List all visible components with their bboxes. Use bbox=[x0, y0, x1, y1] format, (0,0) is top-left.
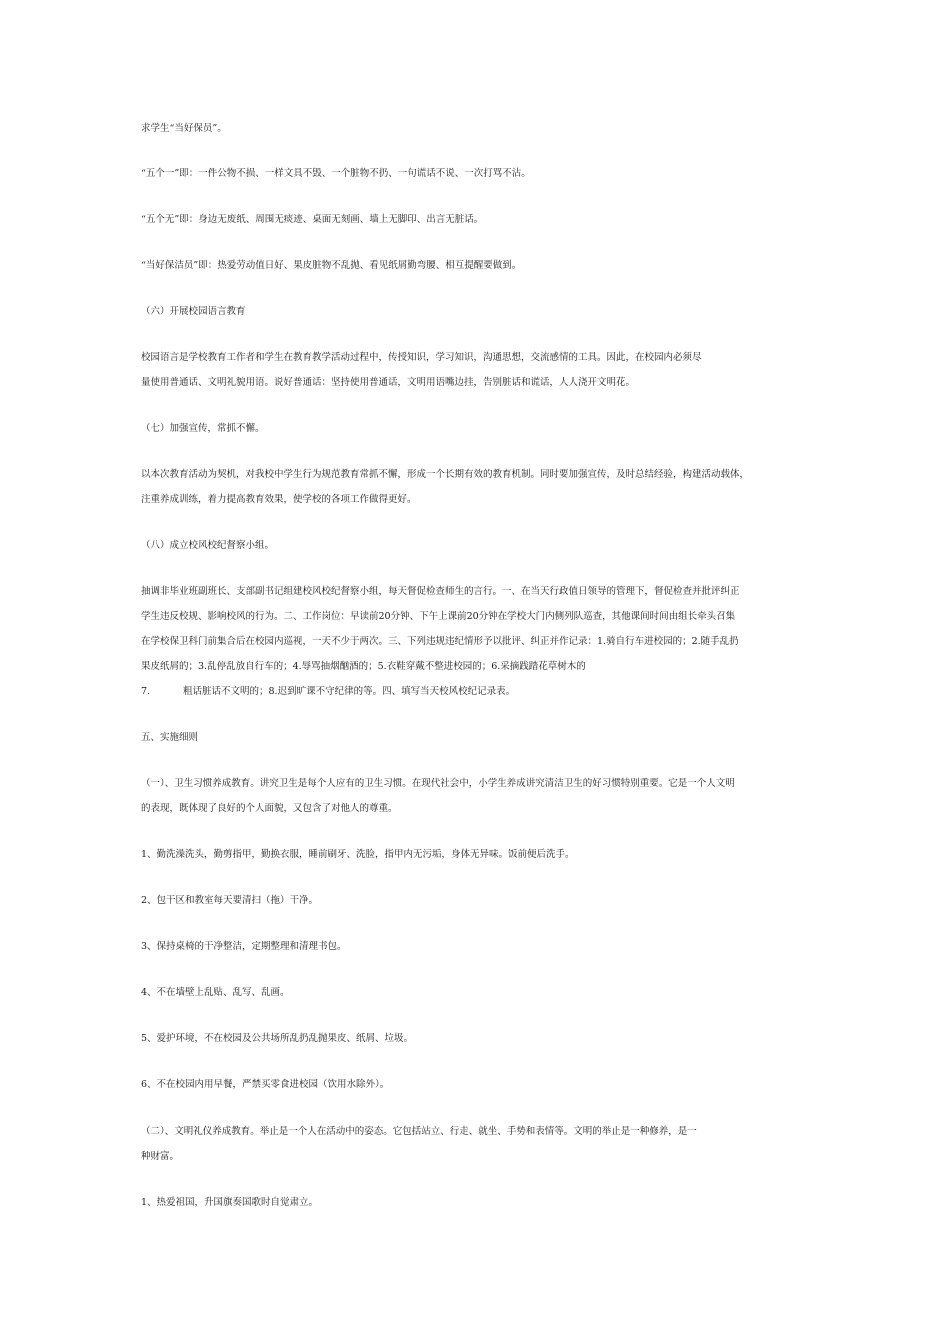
numbered-line bbox=[141, 685, 831, 699]
list-item: 6、不在校园内用早餐，严禁买零食进校园（饮用水除外）。 bbox=[141, 1079, 390, 1090]
item-number: 7. bbox=[141, 686, 151, 697]
list-item: 4、不在墙壁上乱贴、乱写、乱画。 bbox=[141, 987, 290, 998]
section-heading: （六）开展校园语言教育 bbox=[141, 306, 246, 317]
text-line: 校园语言是学校教育工作者和学生在教育教学活动过程中，传授知识，学习知识，沟通思想，交流感情的工具。因此，在校园内必须尽 bbox=[141, 352, 702, 363]
list-item: 3、保持桌椅的干净整洁，定期整理和清理书包。 bbox=[141, 941, 347, 952]
text-line: “五个无”即：身边无废纸、周围无痰迹、桌面无刻画、墙上无脚印、出言无脏话。 bbox=[141, 214, 484, 225]
section-heading: 五、实施细则 bbox=[141, 732, 199, 743]
text-line: 求学生“当好保员”。 bbox=[141, 123, 227, 134]
list-item: 1、热爱祖国，升国旗奏国歌时自觉肃立。 bbox=[141, 1197, 319, 1208]
text-line: 学生违反校规、影响校风的行为。二、工作岗位：早读前20分钟、下午上课前20分钟在学校大门内侧列队巡查，其他课间时间由组长牵头召集 bbox=[141, 611, 736, 622]
text-line: 果皮纸屑的；3.乱停乱放自行车的；4.辱骂抽烟酗酒的；5.衣鞋穿戴不整进校园的；6.采摘践踏花草树木的 bbox=[141, 661, 586, 672]
section-heading: （七）加强宣传，常抓不懈。 bbox=[141, 423, 265, 434]
numbered-line-text: 粗话脏话不文明的；8.迟到旷课不守纪律的等。四、填写当天校风校纪记录表。 bbox=[183, 686, 516, 697]
text-line: “当好保洁员”即：热爱劳动值日好、果皮脏物不乱抛、看见纸屑勤弯腰、相互提醒要做到。 bbox=[141, 260, 522, 271]
list-item: 2、包干区和教室每天要清扫（拖）干净。 bbox=[141, 895, 319, 906]
text-line: “五个一”即：一件公物不损、一样文具不毁、一个脏物不扔、一句谎话不说、一次打骂不沾。 bbox=[141, 168, 531, 179]
text-line: 抽调非毕业班副班长、支部副书记组建校风校纪督察小组，每天督促检查师生的言行。一、在当天行政值日领导的管理下，督促检查并批评纠正 bbox=[141, 586, 740, 597]
text-line: 以本次教育活动为契机，对我校中学生行为规范教育常抓不懈，形成一个长期有效的教育机制。同时要加强宣传，及时总结经验，构建活动载体， bbox=[141, 469, 750, 480]
text-line: 量使用普通话、文明礼貌用语。说好普通话：坚持使用普通话，文明用语嘴边挂，告别脏话和谎话，人人浇开文明花。 bbox=[141, 377, 636, 388]
text-line: 注重养成训练，着力提高教育效果，使学校的各项工作做得更好。 bbox=[141, 494, 417, 505]
text-line: （一）、卫生习惯养成教育。讲究卫生是每个人应有的卫生习惯。在现代社会中，小学生养成讲究清洁卫生的好习惯特别重要。它是一个人文明 bbox=[141, 778, 735, 789]
section-heading: （八）成立校风校纪督察小组。 bbox=[141, 540, 275, 551]
text-line: 的表现，既体现了良好的个人面貌，又包含了对他人的尊重。 bbox=[141, 803, 398, 814]
text-line: 种财富。 bbox=[141, 1151, 180, 1162]
text-line: 在学校保卫科门前集合后在校园内巡视，一天不少于两次。三、下列违规违纪情形予以批评、纠正并作记录：1.骑自行车进校园的；2.随手乱扔 bbox=[141, 636, 739, 647]
text-line: （二）、文明礼仪养成教育。举止是一个人在活动中的姿态。它包括站立、行走、就坐、手势和表情等。文明的举止是一种修养，是一 bbox=[141, 1126, 697, 1137]
list-item: 5、爱护环境，不在校园及公共场所乱扔乱抛果皮、纸屑、垃圾。 bbox=[141, 1033, 414, 1044]
list-item: 1、勤洗澡洗头，勤剪指甲，勤换衣服，睡前刷牙、洗脸，指甲内无污垢，身体无异味。饭前便后洗手。 bbox=[141, 849, 575, 860]
